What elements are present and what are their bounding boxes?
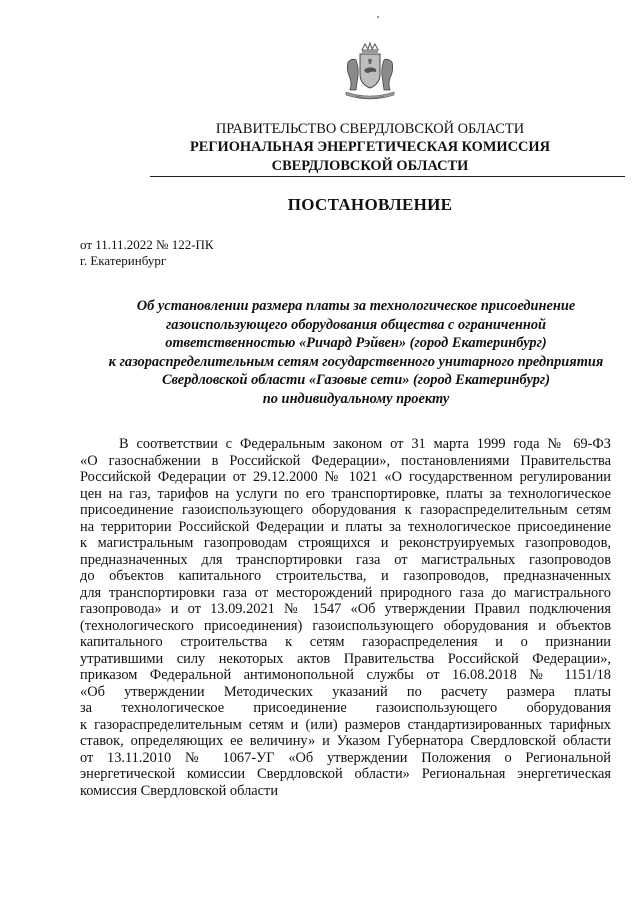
body-line: Российской Федерации от 29.12.2000 № 1021 «О государственном регулировании bbox=[80, 469, 611, 485]
body-line: «О газоснабжении в Российской Федерации», постановлениями Правительства bbox=[80, 452, 611, 469]
government-name: ПРАВИТЕЛЬСТВО СВЕРДЛОВСКОЙ ОБЛАСТИ bbox=[215, 121, 525, 137]
sverdlovsk-oblast-coat-of-arms-icon bbox=[338, 40, 402, 104]
document-date-number: от 11.11.2022 № 122-ПК bbox=[80, 237, 214, 252]
header-divider bbox=[150, 176, 625, 177]
title-line: ответственностью «Ричард Рэйвен» (город Екатеринбург) bbox=[165, 335, 547, 351]
body-line: к газораспределительным сетям и (или) размеров стандартизированных тарифных bbox=[80, 716, 611, 733]
body-line: ставок, определяющих ее величину» и Указом Губернатора Свердловской области bbox=[80, 733, 611, 749]
body-line: энергетической комиссии Свердловской области» Региональная энергетическая bbox=[80, 766, 611, 782]
commission-name: РЕГИОНАЛЬНАЯ ЭНЕРГЕТИЧЕСКАЯ КОМИССИЯ bbox=[189, 139, 550, 155]
title-line: Свердловской области «Газовые сети» (город Екатеринбург) bbox=[161, 372, 551, 388]
commission-region: СВЕРДЛОВСКОЙ ОБЛАСТИ bbox=[271, 158, 469, 174]
title-line: по индивидуальному проекту bbox=[262, 390, 450, 407]
body-line: к магистральным газопроводам строящихся и реконструируемых газопроводов, bbox=[80, 535, 611, 551]
body-line: утратившими силу некоторых актов Правительства Российской Федерации», bbox=[80, 650, 611, 667]
body-line: капитального строительства к сетям газораспределения и о признании bbox=[80, 634, 611, 650]
document-title bbox=[80, 297, 632, 408]
body-line: цен на газ, тарифов на услуги по его транспортировке, платы за технологическое bbox=[80, 485, 611, 502]
title-line: газоиспользующего оборудования общества с ограниченной bbox=[165, 316, 547, 333]
body-line: для транспортировки газа от месторождений природного газа до магистрального bbox=[80, 584, 611, 601]
body-line: газопровода» и от 13.09.2021 № 1547 «Об утверждении Правил подключения bbox=[80, 601, 611, 617]
body-line: В соответствии с Федеральным законом от 31 марта 1999 года № 69-ФЗ bbox=[119, 436, 611, 452]
title-line: к газораспределительным сетям государственного унитарного предприятия bbox=[108, 353, 604, 370]
body-line: от 13.11.2010 № 1067-УГ «Об утверждении Положения о Региональной bbox=[80, 749, 611, 766]
title-line: Об установлении размера платы за технологическое присоединение bbox=[136, 298, 576, 314]
body-line: (технологического присоединения) газоиспользующего оборудования и объектов bbox=[80, 617, 611, 634]
body-line: на территории Российской Федерации и платы за технологическое присоединение bbox=[80, 518, 611, 535]
body-line: предназначенных для транспортировки газа от магистральных газопроводов bbox=[80, 551, 611, 568]
body-line: приказом Федеральной антимонопольной службы от 16.08.2018 № 1151/18 bbox=[80, 667, 611, 683]
body-line: комиссия Свердловской области bbox=[80, 782, 279, 799]
body-line: за технологическое присоединение газоиспользующего оборудования bbox=[80, 700, 611, 716]
document-type: ПОСТАНОВЛЕНИЕ bbox=[287, 195, 453, 214]
document-body bbox=[80, 436, 611, 799]
body-line: до объектов капитального строительства, и газопроводов, предназначенных bbox=[80, 568, 611, 584]
body-line: «Об утверждении Методических указаний по расчету размера платы bbox=[80, 683, 611, 700]
page-mark bbox=[377, 16, 379, 18]
document-city: г. Екатеринбург bbox=[80, 253, 167, 268]
body-line: присоединение газоиспользующего оборудования к газораспределительным сетям bbox=[80, 502, 611, 518]
